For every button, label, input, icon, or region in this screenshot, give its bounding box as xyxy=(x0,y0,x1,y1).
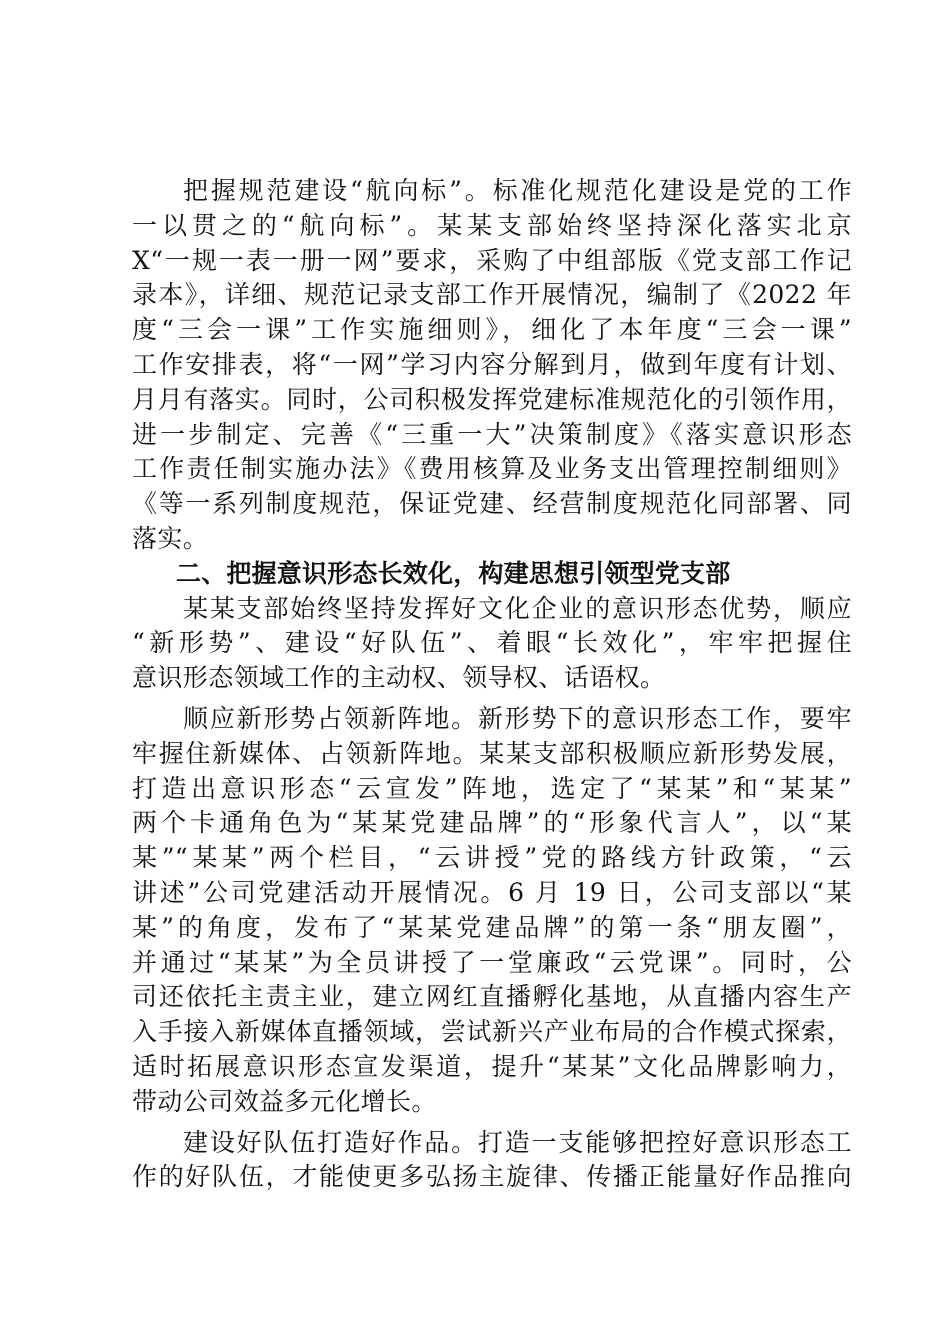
text-line: 打造出意识形态“云宣发”阵地，选定了“某某”和“某某” xyxy=(132,773,852,803)
text-line: 度“三会一课”工作实施细则》，细化了本年度“三会一课” xyxy=(132,315,852,345)
document-body xyxy=(132,174,852,1195)
text-line: 某”“某某”两个栏目，“云讲授”党的路线方针政策，“云 xyxy=(132,843,852,873)
text-line: 牢握住新媒体、占领新阵地。某某支部积极顺应新形势发展， xyxy=(132,738,852,768)
text-line: 录本》，详细、规范记录支部工作开展情况，编制了《2022 年 xyxy=(132,280,852,310)
text-line: 月月有落实。同时，公司积极发挥党建标准规范化的引领作用， xyxy=(132,384,852,414)
paragraph-team-building xyxy=(132,1126,852,1196)
text-line: 作的好队伍，才能使更多弘扬主旋律、传播正能量好作品推向 xyxy=(132,1162,852,1192)
text-line: 某”的角度，发布了“某某党建品牌”的第一条“朋友圈”， xyxy=(132,912,852,942)
text-line: 某某支部始终坚持发挥好文化企业的意识形态优势，顺应 xyxy=(183,593,852,623)
text-line: 一以贯之的“航向标”。某某支部始终坚持深化落实北京 xyxy=(132,210,852,240)
text-line: X“一规一表一册一网”要求，采购了中组部版《党支部工作记 xyxy=(132,245,852,275)
paragraph-standardization xyxy=(132,174,852,557)
text-line: 把握规范建设“航向标”。标准化规范化建设是党的工作 xyxy=(183,176,852,205)
paragraph-ideology-intro xyxy=(132,592,852,696)
text-line: 两个卡通角色为“某某党建品牌”的“形象代言人”，以“某 xyxy=(132,808,852,838)
text-line: 落实。 xyxy=(132,523,209,553)
text-line: 司还依托主责主业，建立网红直播孵化基地，从直播内容生产 xyxy=(132,982,852,1012)
text-line: 进一步制定、完善《“三重一大”决策制度》《落实意识形态 xyxy=(132,419,852,449)
text-line: 《等一系列制度规范，保证党建、经营制度规范化同部署、同 xyxy=(132,489,852,519)
text-line: 工作安排表，将“一网”学习内容分解到月，做到年度有计划、 xyxy=(132,349,852,379)
text-line: 讲述”公司党建活动开展情况。6 月 19 日，公司支部以“某 xyxy=(132,877,852,907)
text-line: 工作责任制实施办法》《费用核算及业务支出管理控制细则》 xyxy=(132,454,852,484)
text-line: 顺应新形势占领新阵地。新形势下的意识形态工作，要牢 xyxy=(183,703,852,733)
section-heading: 二、把握意识形态长效化，构建思想引领型党支部 xyxy=(176,558,731,588)
text-line: 适时拓展意识形态宣发渠道，提升“某某”文化品牌影响力， xyxy=(132,1051,852,1081)
text-line: 入手接入新媒体直播领域，尝试新兴产业布局的合作模式探索， xyxy=(132,1017,852,1047)
paragraph-new-media xyxy=(132,702,852,1120)
text-line: 并通过“某某”为全员讲授了一堂廉政“云党课”。同时，公 xyxy=(132,947,852,977)
text-line: 建设好队伍打造好作品。打造一支能够把控好意识形态工 xyxy=(183,1127,852,1157)
text-line: 意识形态领域工作的主动权、领导权、话语权。 xyxy=(132,663,666,693)
text-line: “新形势”、建设“好队伍”、着眼“长效化”，牢牢把握住 xyxy=(132,628,852,658)
text-line: 带动公司效益多元化增长。 xyxy=(132,1086,437,1116)
